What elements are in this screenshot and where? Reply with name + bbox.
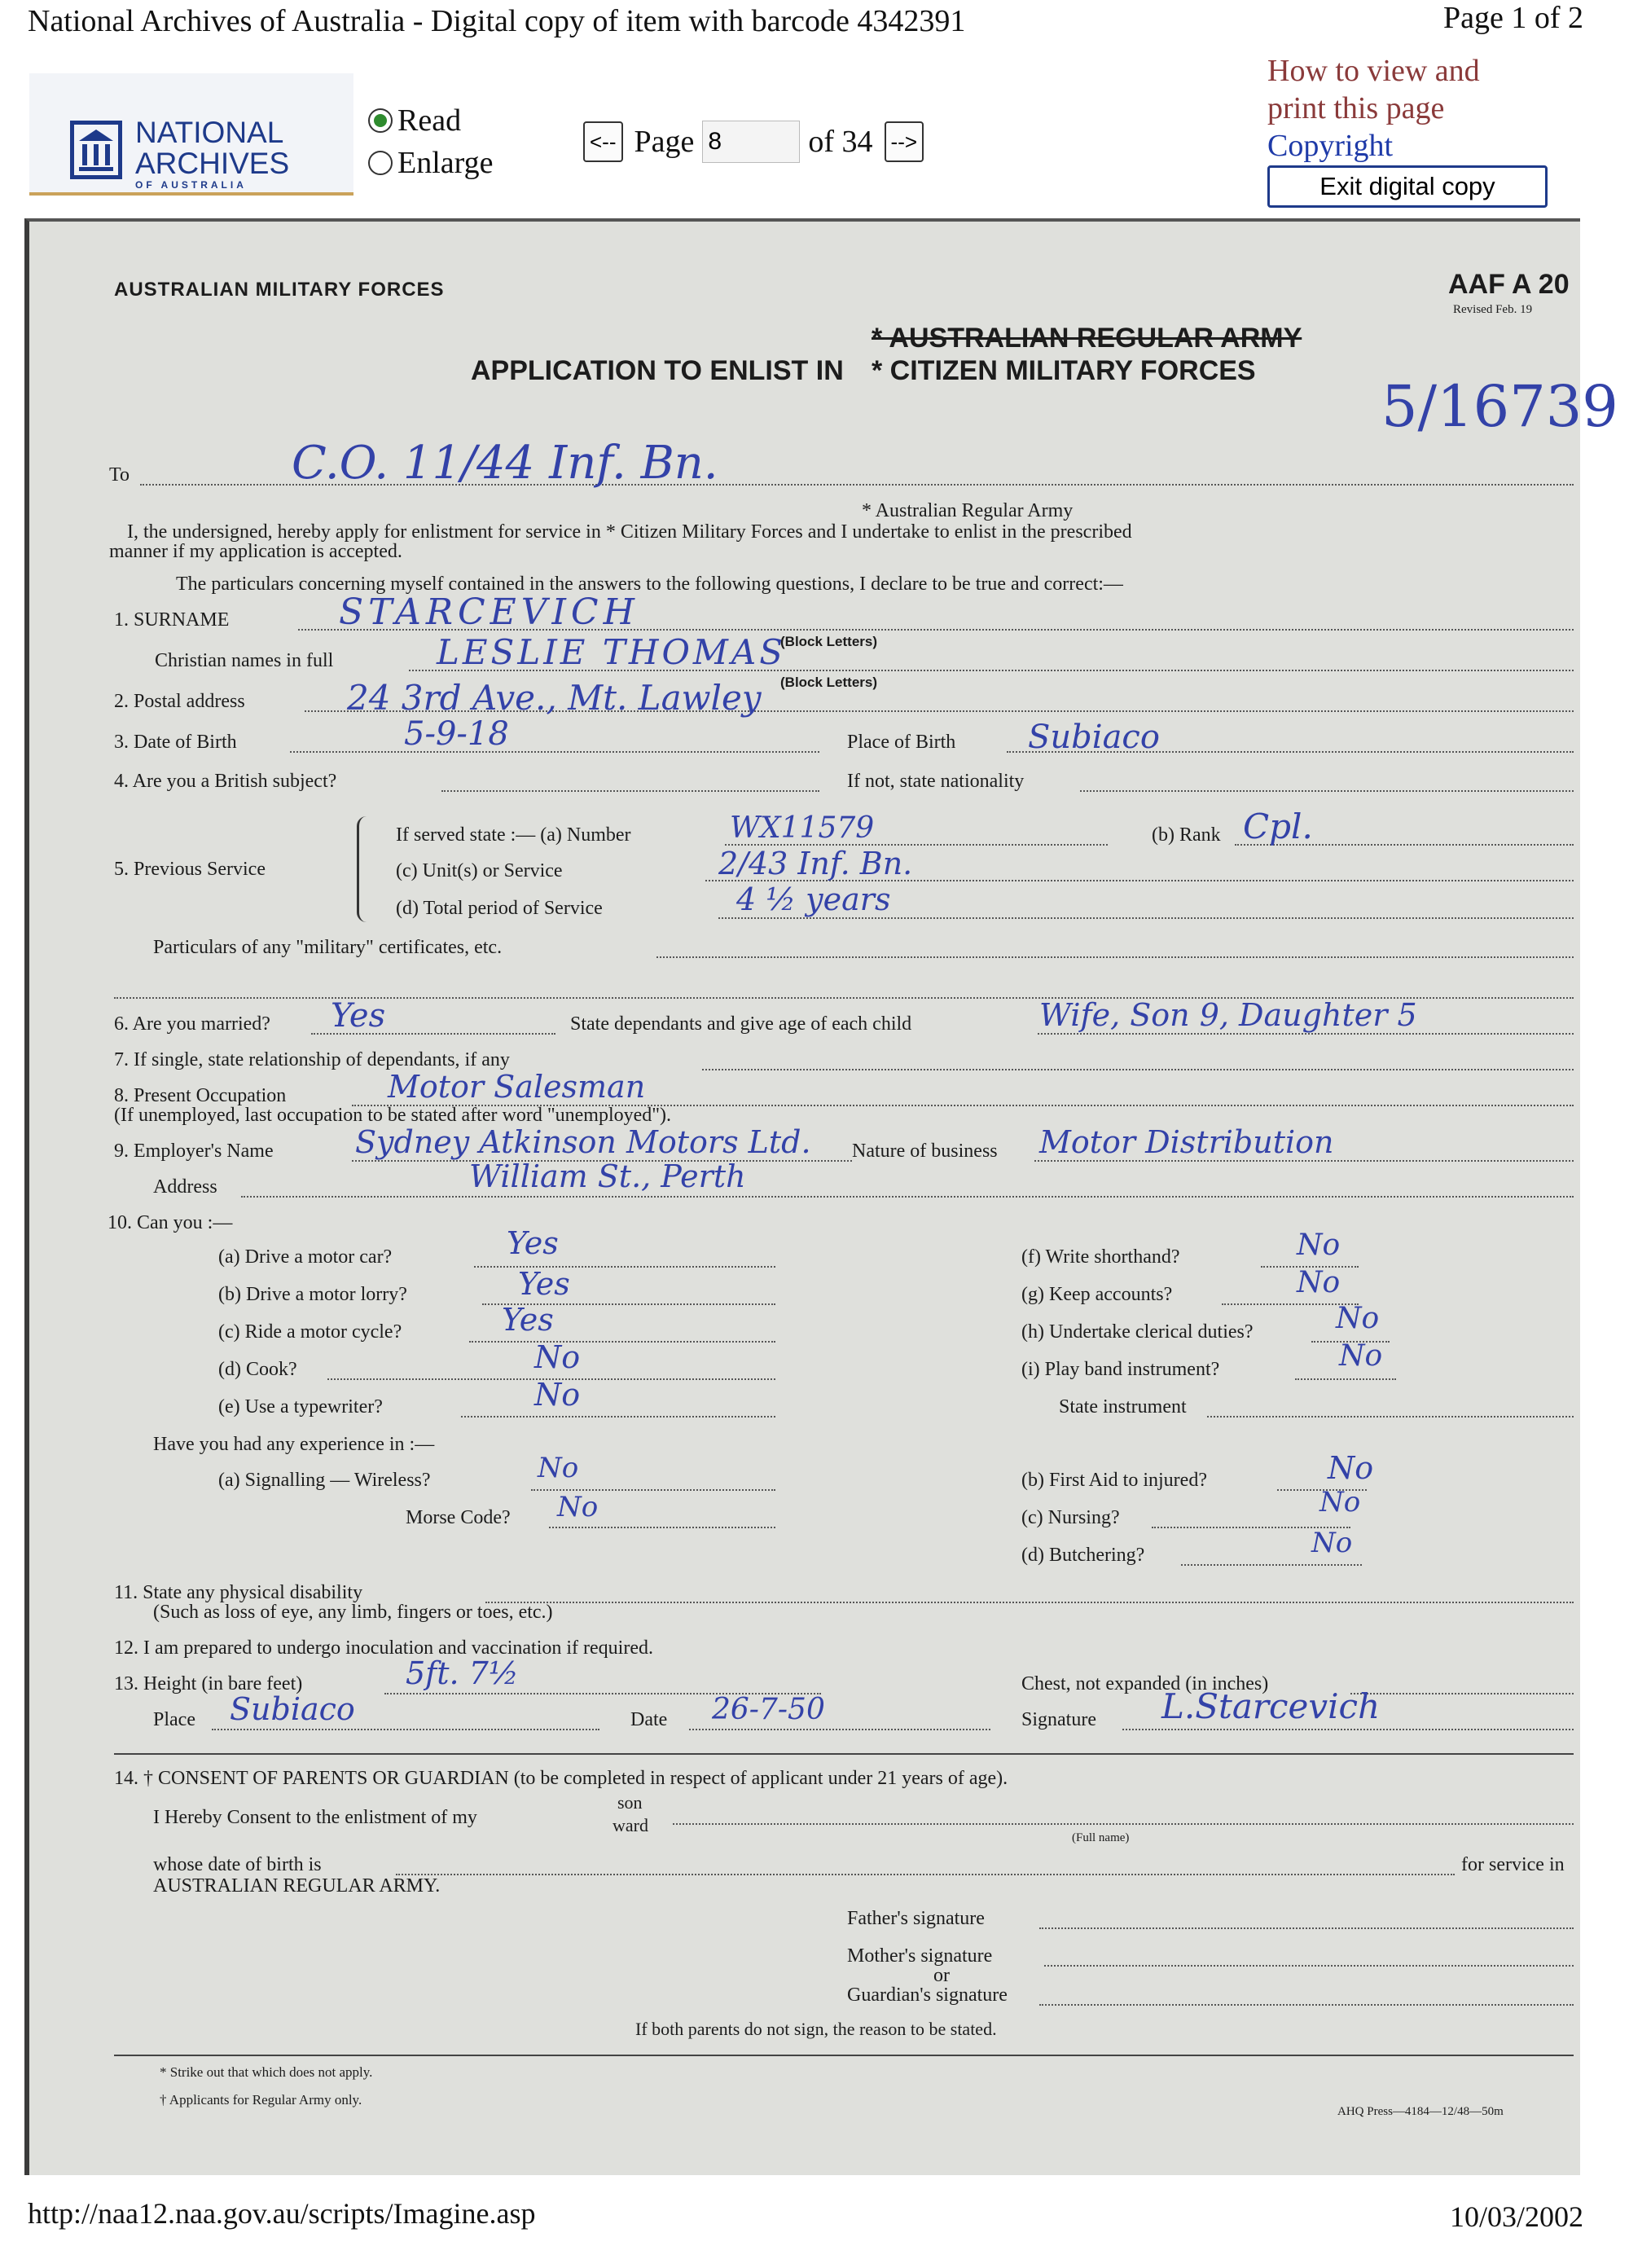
q7-label: 7. If single, state relationship of dependants, if any (114, 1049, 510, 1070)
q10c-label: (c) Ride a motor cycle? (218, 1321, 402, 1343)
intro-line-2: manner if my application is accepted. (109, 541, 402, 562)
radio-unselected-icon[interactable] (368, 151, 393, 175)
printer-imprint: AHQ Press—4184—12/48—50m (1337, 2105, 1504, 2118)
q5-number-value: WX11579 (730, 811, 875, 845)
address-label: Address (153, 1176, 217, 1198)
q6-dependants-label: State dependants and give age of each child (570, 1013, 912, 1035)
logo-line-3: OF AUSTRALIA (135, 179, 247, 191)
q3-label: 3. Date of Birth (114, 732, 237, 753)
or-label: or (933, 1965, 950, 1986)
date-line (689, 1729, 990, 1730)
exp-first-aid-value: No (1328, 1450, 1374, 1486)
form-header-left: AUSTRALIAN MILITARY FORCES (114, 279, 445, 301)
q10a-value: Yes (507, 1225, 559, 1261)
q11-line (485, 1602, 1574, 1603)
exp-signalling-value: No (538, 1452, 579, 1484)
q10i-value: No (1339, 1339, 1383, 1373)
q5-period-line (718, 917, 1574, 919)
q5-rank-label: (b) Rank (1152, 824, 1221, 846)
form-revised: Revised Feb. 19 (1453, 303, 1533, 316)
enlarge-radio-label: Enlarge (397, 146, 494, 180)
q5-period-label: (d) Total period of Service (396, 898, 603, 919)
note-army: * Australian Regular Army (862, 500, 1074, 521)
q6-label: 6. Are you married? (114, 1013, 270, 1035)
q8-label: 8. Present Occupation (114, 1085, 287, 1106)
q11-note: (Such as loss of eye, any limb, fingers or toes, etc.) (153, 1602, 553, 1623)
q5-unit-label: (c) Unit(s) or Service (396, 860, 563, 881)
q5-served-label: If served state :— (a) Number (396, 824, 631, 846)
q10e-line (461, 1416, 775, 1418)
read-radio-label: Read (397, 103, 462, 138)
birth-date-line (396, 1874, 1455, 1875)
mother-signature-label: Mother's signature (847, 1945, 993, 1967)
guardian-signature-label: Guardian's signature (847, 1984, 1008, 2006)
naa-logo[interactable] (29, 73, 353, 196)
pob-value: Subiaco (1028, 719, 1160, 756)
q4-label: 4. Are you a British subject? (114, 771, 337, 792)
q4-line (441, 790, 819, 792)
q10h-value: No (1336, 1302, 1380, 1335)
exp-morse-value: No (557, 1491, 599, 1523)
block-letters-2: (Block Letters) (780, 675, 878, 690)
page-label: Page (634, 125, 695, 159)
q9-label: 9. Employer's Name (114, 1141, 274, 1162)
q4-nationality-line (1080, 790, 1574, 792)
prev-page-button[interactable]: <-- (583, 121, 623, 162)
signature-label: Signature (1021, 1709, 1096, 1730)
page-count-label: of 34 (808, 125, 873, 159)
block-letters-1: (Block Letters) (780, 634, 878, 649)
christian-names-label: Christian names in full (155, 650, 334, 671)
q10e-label: (e) Use a typewriter? (218, 1396, 383, 1418)
q5-rank-value: Cpl. (1243, 807, 1313, 846)
how-to-view-link-line2[interactable]: print this page (1267, 91, 1445, 125)
q10f-value: No (1297, 1228, 1341, 1262)
q9-value: Sydney Atkinson Motors Ltd. (355, 1124, 811, 1160)
footnote-regular-army: † Applicants for Regular Army only. (160, 2092, 362, 2108)
birth-date-label: whose date of birth is (153, 1854, 322, 1875)
title-option-army: * AUSTRALIAN REGULAR ARMY (872, 323, 1302, 354)
enlarge-radio[interactable] (368, 145, 493, 181)
ward-label: ward (613, 1815, 648, 1835)
q6-dependants-value: Wife, Son 9, Daughter 5 (1039, 997, 1417, 1033)
q1-surname-label: 1. SURNAME (114, 609, 230, 631)
q8-value: Motor Salesman (388, 1069, 646, 1105)
q3-line (290, 751, 819, 753)
q14-label: 14. † CONSENT OF PARENTS OR GUARDIAN (to be completed in respect of applicant under 21 years of age). (114, 1768, 1008, 1789)
father-signature-line (1039, 1927, 1574, 1929)
help-links (1267, 52, 1480, 165)
form-title: APPLICATION TO ENLIST IN (471, 355, 844, 386)
declaration: The particulars concerning myself contained in the answers to the following questions, I declare to be true and correct:— (176, 574, 1123, 595)
q5-label: 5. Previous Service (114, 859, 266, 880)
experience-label: Have you had any experience in :— (153, 1434, 435, 1455)
q3-value: 5-9-18 (404, 715, 509, 753)
mother-signature-line (1044, 1965, 1574, 1967)
scanned-document (24, 218, 1618, 2175)
nature-value: Motor Distribution (1039, 1124, 1334, 1160)
q13-value: 5ft. 7½ (406, 1655, 519, 1691)
copyright-link[interactable]: Copyright (1267, 129, 1394, 163)
exp-butchering-value: No (1311, 1527, 1353, 1559)
state-instrument-line (1207, 1416, 1574, 1418)
q5-unit-value: 2/43 Inf. Bn. (718, 846, 913, 881)
signature-line (1122, 1729, 1574, 1730)
pob-label: Place of Birth (847, 732, 956, 753)
exp-nursing-value: No (1319, 1486, 1361, 1519)
q12-label: 12. I am prepared to undergo inoculation and vaccination if required. (114, 1637, 653, 1659)
exp-first-aid-label: (b) First Aid to injured? (1021, 1470, 1207, 1491)
print-footer-date: 10/03/2002 (1449, 2200, 1583, 2233)
reference-number: 5/16739 (1381, 373, 1618, 440)
q2-value: 24 3rd Ave., Mt. Lawley (347, 678, 762, 718)
guardian-signature-line (1039, 2004, 1574, 2006)
place-line (212, 1729, 599, 1730)
q10g-value: No (1297, 1266, 1341, 1299)
exp-morse-line (549, 1527, 775, 1528)
q2-label: 2. Postal address (114, 691, 245, 712)
certificates-line (656, 956, 1574, 958)
page-number-input[interactable] (702, 121, 800, 163)
form-code: AAF A 20 (1448, 269, 1570, 300)
divider-1 (114, 1753, 1574, 1755)
exit-digital-copy-button[interactable]: Exit digital copy (1267, 165, 1548, 208)
title-option-cmf: * CITIZEN MILITARY FORCES (872, 355, 1256, 386)
ara-label: AUSTRALIAN REGULAR ARMY. (153, 1875, 441, 1897)
exp-butchering-line (1181, 1564, 1362, 1566)
exp-butchering-label: (d) Butchering? (1021, 1545, 1145, 1566)
q5-brace (357, 816, 371, 922)
chest-line (1350, 1693, 1574, 1694)
for-service-label: for service in (1461, 1854, 1565, 1875)
q13-label: 13. Height (in bare feet) (114, 1673, 303, 1694)
both-parents-note: If both parents do not sign, the reason to be stated. (635, 2019, 997, 2039)
chest-label: Chest, not expanded (in inches) (1021, 1673, 1269, 1694)
q10-label: 10. Can you :— (108, 1212, 233, 1233)
divider-2 (114, 2055, 1574, 2056)
q10c-value: Yes (502, 1302, 554, 1338)
footnote-strike: * Strike out that which does not apply. (160, 2064, 373, 2080)
to-value: C.O. 11/44 Inf. Bn. (292, 437, 718, 490)
read-radio[interactable] (368, 103, 461, 138)
christian-names-value: LESLIE THOMAS (437, 632, 786, 672)
q10f-label: (f) Write shorthand? (1021, 1246, 1180, 1268)
archives-building-icon (70, 121, 122, 179)
q10d-label: (d) Cook? (218, 1359, 297, 1380)
logo-text (135, 117, 289, 191)
q10i-label: (i) Play band instrument? (1021, 1359, 1220, 1380)
intro-line-1: I, the undersigned, hereby apply for enlistment for service in * Citizen Military Forces and I undertake to enlist in the prescribed (127, 521, 1132, 543)
logo-line-1: NATIONAL (135, 116, 284, 149)
viewer-toolbar (29, 49, 1577, 220)
state-instrument-label: State instrument (1059, 1396, 1187, 1418)
place-label: Place (153, 1709, 195, 1730)
q10d-value: No (534, 1339, 581, 1375)
q7-line (702, 1069, 1574, 1070)
to-label: To (109, 464, 130, 486)
address-value: William St., Perth (469, 1158, 746, 1194)
next-page-button[interactable]: --> (885, 121, 924, 162)
q6-value: Yes (331, 997, 386, 1035)
q5-period-value: 4 ½ years (736, 881, 891, 917)
q10e-value: No (534, 1377, 581, 1413)
logo-line-2: ARCHIVES (135, 147, 290, 180)
print-header-title: National Archives of Australia - Digital copy of item with barcode 4342391 (28, 4, 966, 38)
date-value: 26-7-50 (712, 1693, 825, 1726)
son-label: son (617, 1792, 643, 1813)
print-footer-url: http://naa12.naa.gov.au/scripts/Imagine.asp (28, 2197, 536, 2230)
q6-dependants-line (1038, 1033, 1574, 1035)
radio-selected-icon[interactable] (368, 108, 393, 133)
exp-morse-label: Morse Code? (406, 1507, 511, 1528)
place-value: Subiaco (230, 1691, 355, 1727)
date-label: Date (630, 1709, 668, 1730)
nature-label: Nature of business (852, 1141, 998, 1162)
q8-note: (If unemployed, last occupation to be stated after word "unemployed"). (114, 1105, 672, 1126)
signature-value: L.Starcevich (1161, 1686, 1381, 1726)
q10a-label: (a) Drive a motor car? (218, 1246, 393, 1268)
logo-underline (29, 192, 353, 196)
q10g-label: (g) Keep accounts? (1021, 1284, 1173, 1305)
exp-signalling-label: (a) Signalling — Wireless? (218, 1470, 431, 1491)
consent-name-line (673, 1823, 1574, 1825)
consent-line: I Hereby Consent to the enlistment of my (153, 1807, 477, 1828)
q10b-value: Yes (518, 1266, 570, 1302)
q10h-label: (h) Undertake clerical duties? (1021, 1321, 1254, 1343)
nature-line (1034, 1160, 1574, 1162)
how-to-view-link-line1[interactable]: How to view and (1267, 54, 1480, 88)
q10i-line (1295, 1378, 1396, 1380)
address-line (241, 1196, 1574, 1198)
certificates-label: Particulars of any "military" certificates, etc. (153, 937, 503, 958)
full-name-note: (Full name) (1072, 1831, 1130, 1844)
q10c-line (469, 1341, 775, 1343)
exp-nursing-label: (c) Nursing? (1021, 1507, 1120, 1528)
q11-label: 11. State any physical disability (114, 1582, 363, 1603)
q1-surname-value: STARCEVICH (339, 591, 639, 633)
q10b-label: (b) Drive a motor lorry? (218, 1284, 407, 1305)
q4-nationality-label: If not, state nationality (847, 771, 1025, 792)
page-navigator (580, 121, 927, 163)
print-header-page: Page 1 of 2 (1442, 1, 1583, 35)
father-signature-label: Father's signature (847, 1908, 985, 1929)
